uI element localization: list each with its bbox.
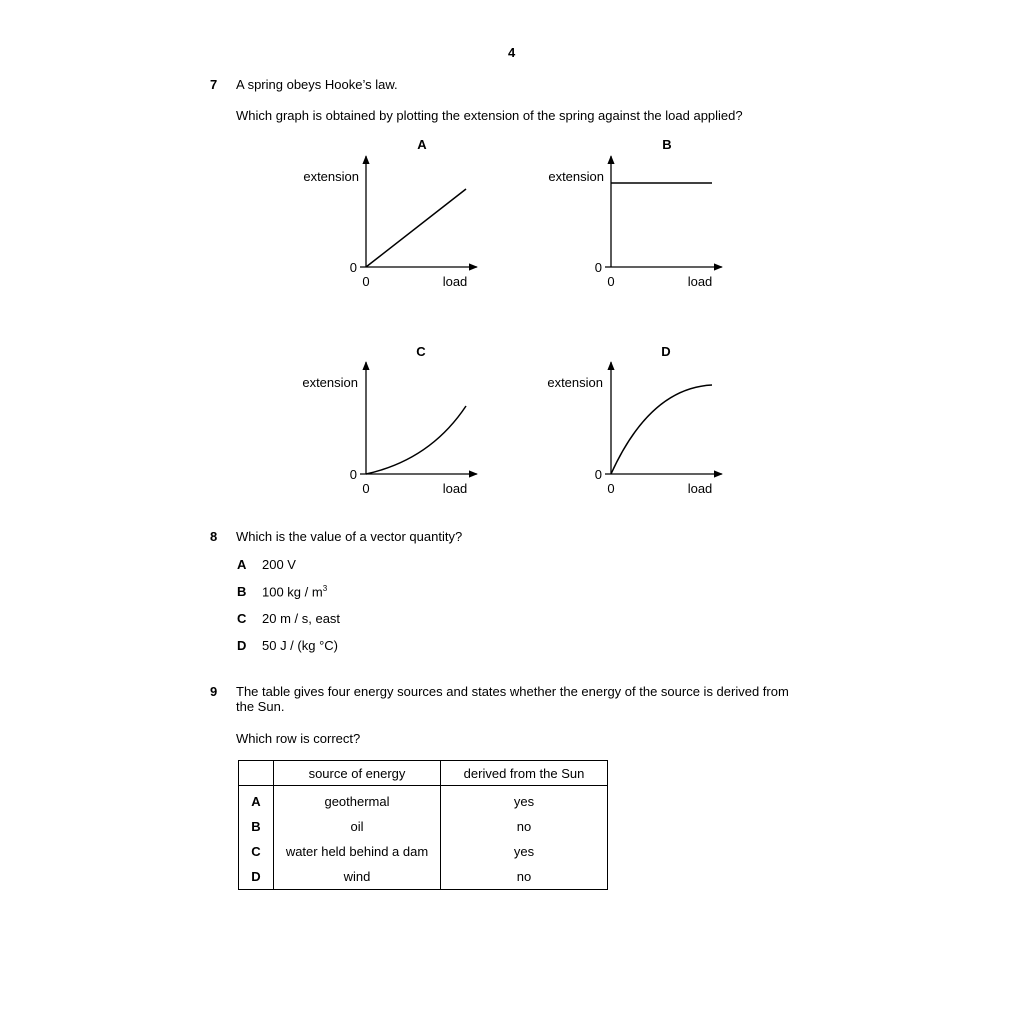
graph-d-xlabel: load <box>687 481 713 496</box>
row-letter: A <box>239 786 274 815</box>
graph-b <box>548 137 722 289</box>
graph-b-letter: B <box>662 137 672 152</box>
graph-a-y-zero: 0 <box>349 260 357 275</box>
q9-header-source: source of energy <box>274 761 441 786</box>
row-source: water held behind a dam <box>274 839 441 864</box>
table-row <box>239 864 608 890</box>
graph-c <box>302 344 477 496</box>
graph-d-y-zero: 0 <box>594 467 602 482</box>
q8-option-b <box>262 584 327 599</box>
graph-a <box>303 137 477 289</box>
q9-number: 9 <box>210 684 218 699</box>
graph-b-xlabel: load <box>687 274 713 289</box>
row-derived: yes <box>441 839 608 864</box>
graph-c-xlabel: load <box>442 481 468 496</box>
row-letter: C <box>239 839 274 864</box>
q9-question: Which row is correct? <box>236 731 361 746</box>
q8-option-b-text: 100 kg / m <box>262 584 323 600</box>
q9-statement-line2: the Sun. <box>236 699 285 714</box>
table-row <box>239 839 608 864</box>
graph-c-ylabel: extension <box>302 375 358 390</box>
graph-b-ylabel: extension <box>548 169 604 184</box>
row-letter: B <box>239 814 274 839</box>
q8-option-a-text: 200 V <box>262 557 296 572</box>
graph-c-y-zero: 0 <box>349 467 357 482</box>
graph-b-x-zero: 0 <box>607 274 615 289</box>
row-letter: D <box>239 864 274 890</box>
graph-a-x-zero: 0 <box>362 274 370 289</box>
q8-number: 8 <box>210 529 218 544</box>
row-source: geothermal <box>274 786 441 815</box>
row-source: oil <box>274 814 441 839</box>
q7-number: 7 <box>210 77 218 92</box>
q8-option-d-letter: D <box>237 638 247 653</box>
graph-c-letter: C <box>416 344 426 359</box>
row-derived: yes <box>441 786 608 815</box>
graph-a-ylabel: extension <box>303 169 359 184</box>
q8-option-d-text: 50 J / (kg °C) <box>262 638 338 653</box>
q7-statement: A spring obeys Hooke’s law. <box>236 77 398 92</box>
q8-option-c-letter: C <box>237 611 247 626</box>
graph-a-xlabel: load <box>442 274 468 289</box>
graph-a-letter: A <box>417 137 427 152</box>
graph-d-ylabel: extension <box>547 375 603 390</box>
table-row <box>239 814 608 839</box>
graph-d-curve <box>611 385 712 474</box>
graph-b-y-zero: 0 <box>594 260 602 275</box>
graph-d-x-zero: 0 <box>607 481 615 496</box>
q8-question: Which is the value of a vector quantity? <box>236 529 463 544</box>
q8-option-a-letter: A <box>237 557 247 572</box>
q9-table-header-row <box>239 761 608 786</box>
graph-d-letter: D <box>661 344 671 359</box>
q7-question: Which graph is obtained by plotting the extension of the spring against the load applied? <box>236 108 743 123</box>
graph-c-curve <box>366 406 466 474</box>
table-row <box>239 786 608 815</box>
q9-header-blank <box>239 761 274 786</box>
row-derived: no <box>441 864 608 890</box>
graph-d <box>547 344 722 496</box>
graph-a-curve <box>366 189 466 267</box>
q9-header-derived: derived from the Sun <box>441 761 608 786</box>
q9-table <box>238 760 608 890</box>
q8-option-c-text: 20 m / s, east <box>262 611 341 626</box>
row-source: wind <box>274 864 441 890</box>
graph-c-x-zero: 0 <box>362 481 370 496</box>
page-number: 4 <box>508 45 516 60</box>
q8-option-b-sup: 3 <box>322 584 328 593</box>
q9-statement-line1: The table gives four energy sources and states whether the energy of the source is derived from <box>236 684 789 699</box>
q8-option-b-letter: B <box>237 584 247 599</box>
row-derived: no <box>441 814 608 839</box>
